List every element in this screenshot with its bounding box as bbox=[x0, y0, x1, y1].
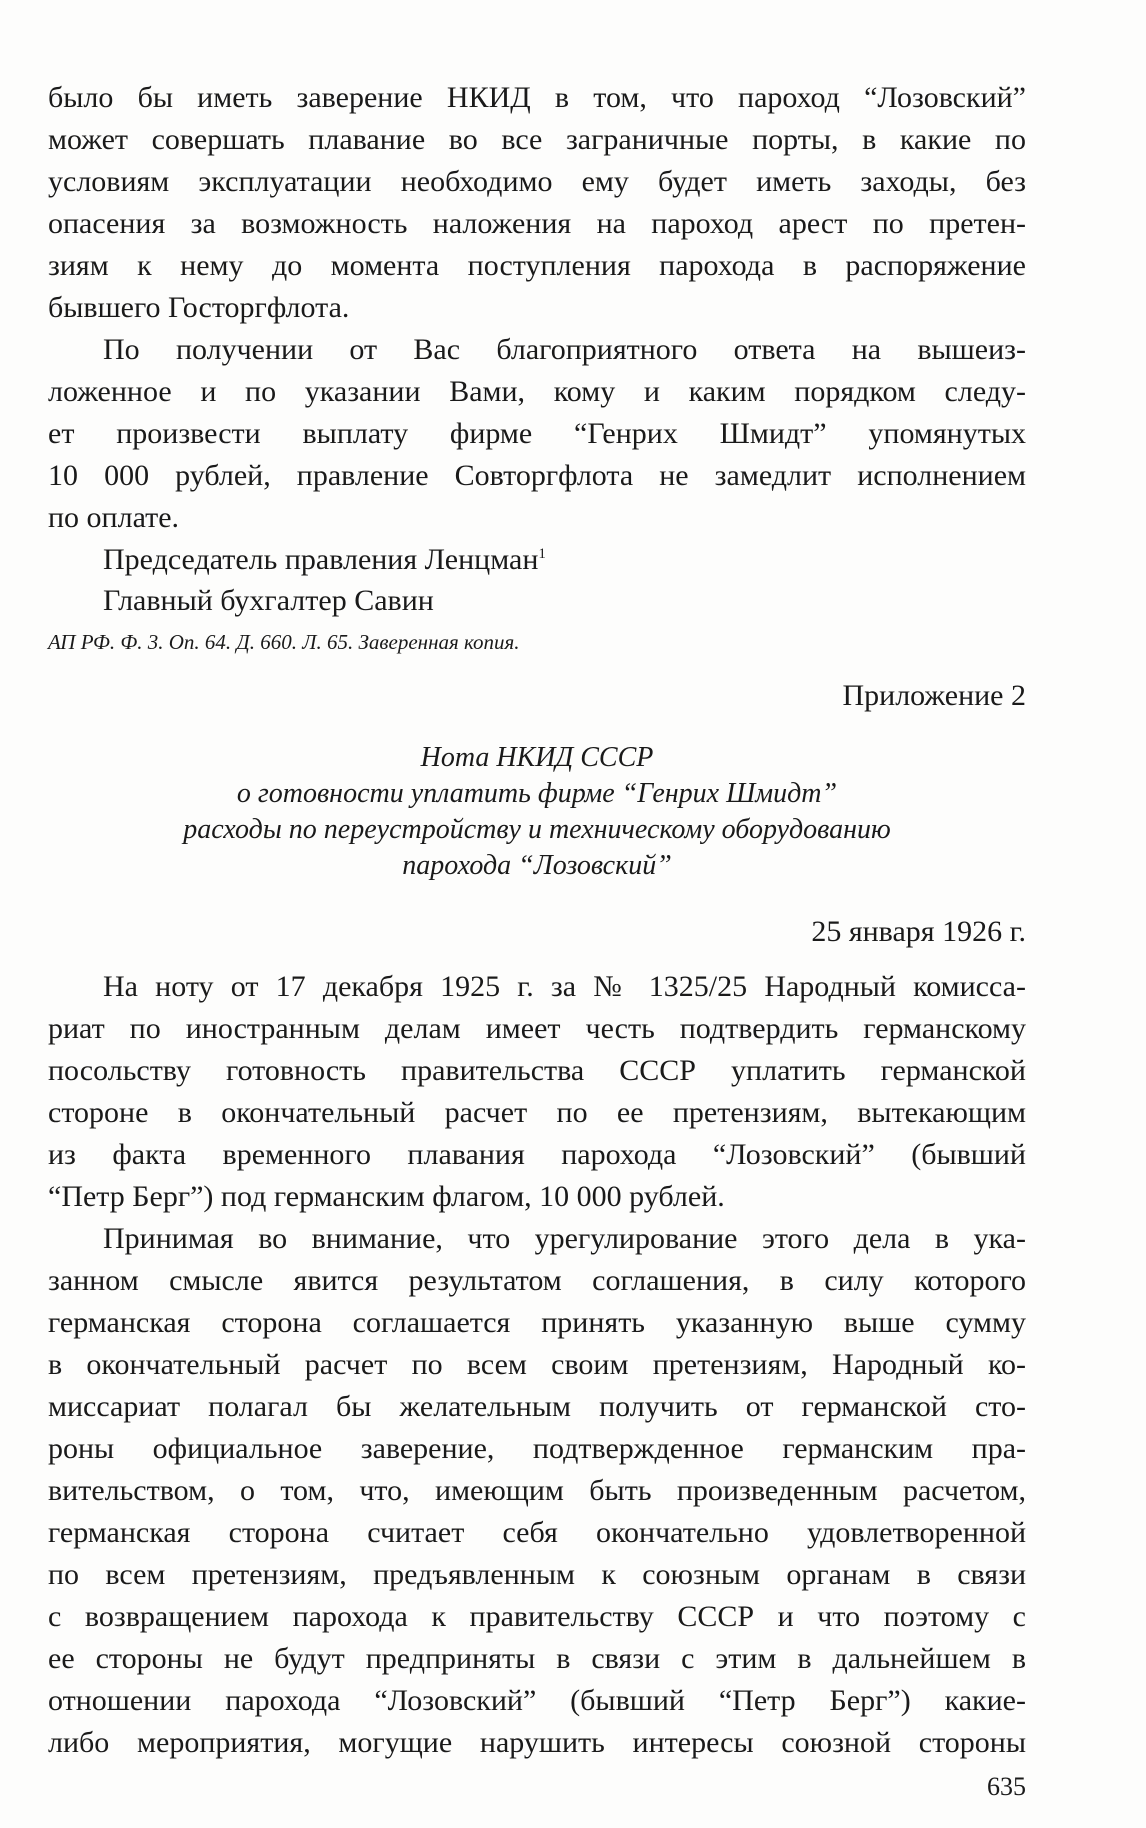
text-line: “Петр Берг”) под германским флагом, 10 000 рублей. bbox=[48, 1180, 725, 1213]
text-line: 10 000 рублей, правление Совторгфлота не замедлит исполнением bbox=[48, 459, 1026, 492]
text-line: миссариат полагал бы желательным получить от германской сто- bbox=[48, 1390, 1026, 1423]
page-number: 635 bbox=[987, 1772, 1026, 1801]
text-line: расходы по переустройству и техническому оборудованию bbox=[183, 814, 891, 845]
text-line: Нота НКИД СССР bbox=[420, 742, 654, 773]
text-line: вительством, о том, что, имеющим быть произведенным расчетом, bbox=[48, 1474, 1026, 1507]
appendix-label: Приложение 2 bbox=[842, 679, 1026, 712]
text-line: о готовности уплатить фирме “Генрих Шмидт” bbox=[236, 778, 838, 809]
text-line: германская сторона соглашается принять указанную выше сумму bbox=[48, 1306, 1026, 1339]
text-line: парохода “Лозовский” bbox=[402, 850, 672, 881]
text-line: риат по иностранным делам имеет честь подтвердить германскому bbox=[48, 1012, 1026, 1045]
text-line: ее стороны не будут предприняты в связи с этим в дальнейшем в bbox=[48, 1642, 1026, 1675]
text-line: роны официальное заверение, подтвержденное германским пра- bbox=[48, 1432, 1026, 1465]
text-line: стороне в окончательный расчет по ее претензиям, вытекающим bbox=[48, 1096, 1026, 1129]
text-line: По получении от Вас благоприятного ответа на вышеиз- bbox=[103, 333, 1026, 366]
document-date: 25 января 1926 г. bbox=[811, 915, 1026, 948]
paragraph-ending bbox=[48, 77, 1026, 329]
paragraph-payment bbox=[48, 329, 1026, 539]
text-line: по оплате. bbox=[48, 501, 180, 534]
text-line: посольству готовность правительства СССР уплатить германской bbox=[48, 1054, 1026, 1087]
signature-chairman-text: Председатель правления Ленцман bbox=[103, 543, 539, 576]
text-line: бывшего Госторгфлота. bbox=[48, 291, 350, 324]
archive-citation: АП РФ. Ф. 3. Оп. 64. Д. 660. Л. 65. Заверенная копия. bbox=[48, 630, 520, 654]
text-line: отношении парохода “Лозовский” (бывший “Петр Берг”) какие- bbox=[48, 1684, 1026, 1717]
text-line: условиям эксплуатации необходимо ему будет иметь заходы, без bbox=[48, 165, 1026, 198]
text-line: германская сторона считает себя окончательно удовлетворенной bbox=[48, 1516, 1026, 1549]
text-line: ет произвести выплату фирме “Генрих Шмидт” упомянутых bbox=[48, 417, 1026, 450]
paragraph-considering bbox=[48, 1218, 1026, 1764]
signature-accountant: Главный бухгалтер Савин bbox=[103, 584, 434, 617]
text-line: занном смысле явится результатом соглашения, в силу которого bbox=[48, 1264, 1026, 1297]
text-line: ложенное и по указании Вами, кому и каким порядком следу- bbox=[48, 375, 1026, 408]
text-line: по всем претензиям, предъявленным к союзным органам в связи bbox=[48, 1558, 1026, 1591]
signature-chairman bbox=[48, 539, 1026, 580]
paragraph-note bbox=[48, 966, 1026, 1218]
text-line: зиям к нему до момента поступления парохода в распоряжение bbox=[48, 249, 1026, 282]
text-line: либо мероприятия, могущие нарушить интересы союзной стороны bbox=[48, 1726, 1026, 1759]
document-title bbox=[48, 740, 1026, 884]
text-line: было бы иметь заверение НКИД в том, что пароход “Лозовский” bbox=[48, 81, 1026, 114]
text-line: с возвращением парохода к правительству СССР и что поэтому с bbox=[48, 1600, 1026, 1633]
footnote-mark: 1 bbox=[538, 546, 546, 562]
text-line: может совершать плавание во все заграничные порты, в какие по bbox=[48, 123, 1026, 156]
document-page bbox=[48, 77, 1026, 1764]
text-line: в окончательный расчет по всем своим претензиям, Народный ко- bbox=[48, 1348, 1026, 1381]
text-line: Принимая во внимание, что урегулирование этого дела в ука- bbox=[103, 1222, 1026, 1255]
text-line: опасения за возможность наложения на пароход арест по претен- bbox=[48, 207, 1026, 240]
text-line: На ноту от 17 декабря 1925 г. за № 1325/25 Народный комисса- bbox=[103, 970, 1026, 1003]
text-line: из факта временного плавания парохода “Лозовский” (бывший bbox=[48, 1138, 1026, 1171]
